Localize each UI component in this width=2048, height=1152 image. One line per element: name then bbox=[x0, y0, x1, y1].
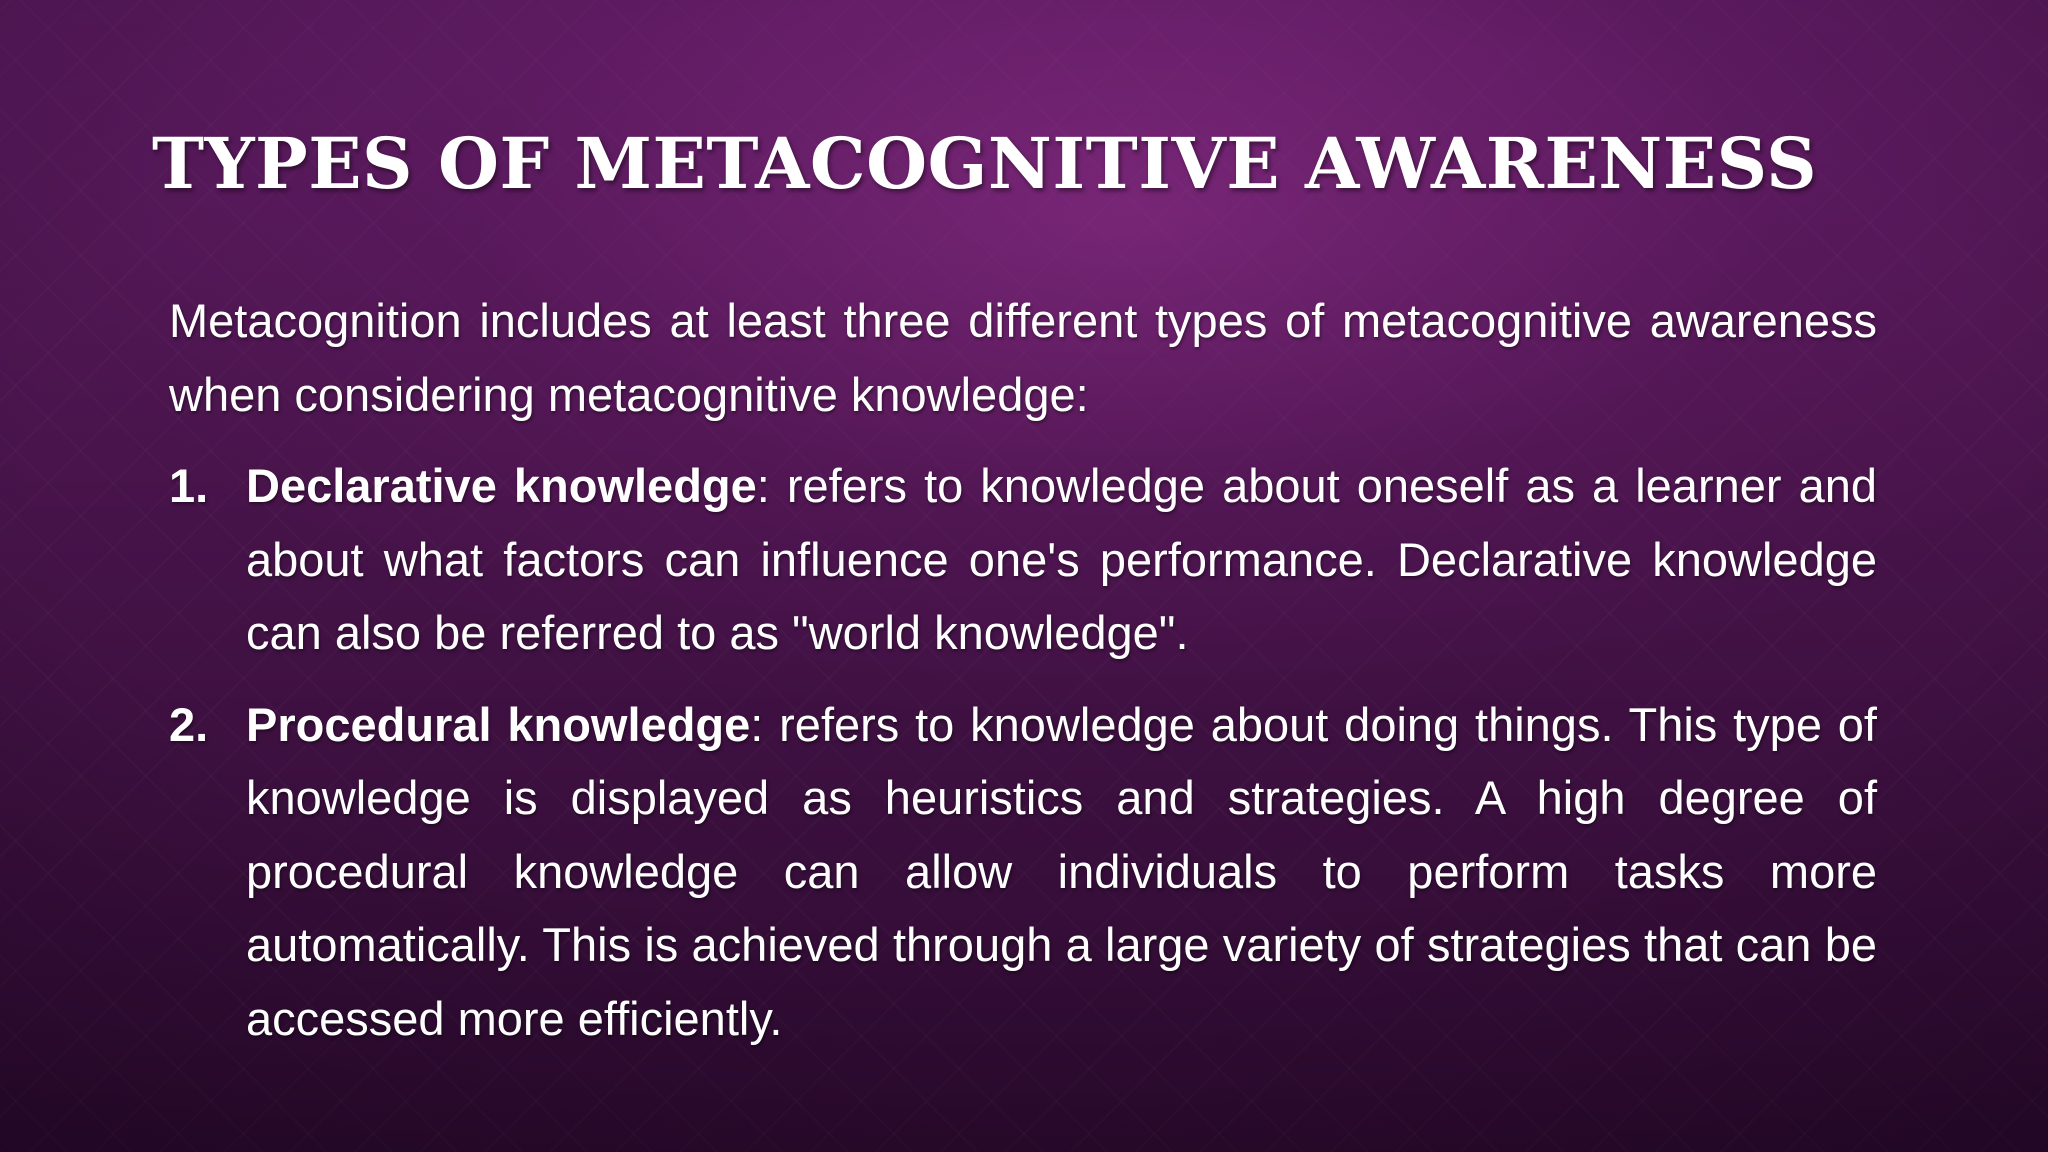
list-term: Declarative knowledge bbox=[246, 459, 757, 512]
list-number: 1. bbox=[169, 459, 209, 512]
list-text: : refers to knowledge about doing things. This type of knowledge is displayed as heuristics and strategies. A high degree of procedural knowledge can allow individuals to perform tasks more automatically. This is achieved through a large variety of strategies that can be accessed more efficiently. bbox=[246, 697, 1877, 1045]
list-text: : refers to knowledge about oneself as a learner and about what factors can influence one's performance. Declarative knowledge can also be referred to as "world knowledge". bbox=[246, 459, 1877, 659]
list-number: 2. bbox=[169, 697, 209, 751]
slide-body bbox=[169, 284, 1877, 1073]
list-item bbox=[169, 688, 1877, 1056]
intro-paragraph: Metacognition includes at least three different types of metacognitive awareness when considering metacognitive knowledge: bbox=[169, 294, 1877, 421]
list-term: Procedural knowledge bbox=[246, 697, 751, 751]
slide-title: TYPES OF METACOGNITIVE AWARENESS bbox=[152, 122, 1818, 205]
list-item bbox=[169, 449, 1877, 670]
